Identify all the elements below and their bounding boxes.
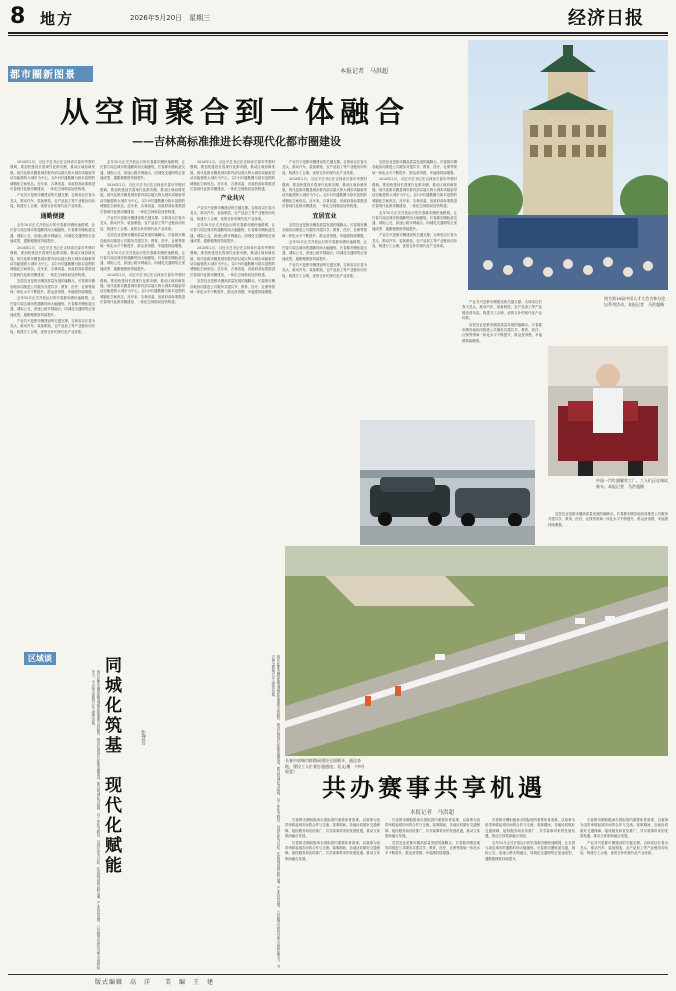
article-column-7 bbox=[548, 512, 668, 546]
subhead-industry: 产业共兴 bbox=[220, 195, 245, 203]
column-2-paragraph-6: 2026年2月，习近平总书记在吉林省长春市考察时强调，要加快建设长春现代化都市圈，推动区域协调发展。现代化都市圈是城市群内部以超大特大城市或辐射带动功能强的大城市为中心、以1小时通勤圈为基本范围的城镇化空间形态。近年来，吉林省委、省政府高标准推进长春现代化都市圈建设，一体化空间格局加快构建。 bbox=[100, 273, 185, 305]
column-2-paragraph-3: 产业共兴是都市圈建设的关键支撑。吉林省以长春为龙头，推动汽车、装备制造、农产品加工等产业链协同布局，构建分工合理、优势互补的现代化产业体系。 bbox=[100, 216, 185, 231]
issue-date: 2026年5月20日 星期三 bbox=[130, 14, 211, 22]
column-4-paragraph-2: 2026年2月，习近平总书记在吉林省长春市考察时强调，要加快建设长春现代化都市圈，推动区域协调发展。现代化都市圈是城市群内部以超大特大城市或辐射带动功能强的大城市为中心、以1小时通勤圈为基本范围的城镇化空间形态。近年来，吉林省委、省政府高标准推进长春现代化都市圈建设，一体化空间格局加快构建。 bbox=[282, 177, 367, 209]
commentary-text-1: 现代化都市圈是新型城镇化的重要空间载体。推动长春现代化都市圈建设，要以同城化为基础，以一体化为路径，以现代化为目标，在基础设施互联互通、产业协同发展、公共服务共建共享等方面持续发力，为吉林全面振兴注入强劲动能。 bbox=[90, 670, 100, 970]
event-column-1 bbox=[285, 818, 380, 968]
commute-paragraph-3: 宜居宜业是都市圈高质量发展的落脚点。长春都市圈各地协同推进公共服务共建共享，教育、医疗、社保等领域一体化水平不断提升，群众获得感、幸福感持续增强。 bbox=[10, 279, 95, 294]
column-2-paragraph-2: 2026年2月，习近平总书记在吉林省长春市考察时强调，要加快建设长春现代化都市圈，推动区域协调发展。现代化都市圈是城市群内部以超大特大城市或辐射带动功能强的大城市为中心、以1小时通勤圈为基本范围的城镇化空间形态。近年来，吉林省委、省政府高标准推进长春现代化都市圈建设，一体化空间格局加快构建。 bbox=[100, 182, 185, 214]
event-paragraph-6: 去年10月正式开放运行的长春都市圈快速路网，让长春与周边城市的通勤时间大幅缩短。长春都市圈轨道交通、城际公交、高速公路多网融合，同城化交通网络正加速成型，通勤便捷度持续提升。 bbox=[485, 840, 575, 861]
industry-paragraph-2: 去年10月正式开放运行的长春都市圈快速路网，让长春与周边城市的通勤时间大幅缩短。长春都市圈轨道交通、城际公交、高速公路多网融合，同城化交通网络正加速成型，通勤便捷度持续提升。 bbox=[190, 223, 275, 244]
livable-paragraph-2: 去年10月正式开放运行的长春都市圈快速路网，让长春与周边城市的通勤时间大幅缩短。长春都市圈轨道交通、城际公交、高速公路多网融合，同城化交通网络正加速成型，通勤便捷度持续提升。 bbox=[282, 240, 367, 261]
column-2-paragraph-1: 去年10月正式开放运行的长春都市圈快速路网，让长春与周边城市的通勤时间大幅缩短。长春都市圈轨道交通、城际公交、高速公路多网融合，同城化交通网络正加速成型，通勤便捷度持续提升。 bbox=[100, 160, 185, 181]
masthead-rule-thin bbox=[8, 35, 668, 36]
feature-subheadline: ——吉林高标准推进长春现代化都市圈建设 bbox=[132, 135, 341, 148]
conference-photo-image bbox=[468, 40, 668, 290]
subhead-livable: 宜居宜业 bbox=[312, 212, 337, 220]
highway-image bbox=[285, 546, 668, 756]
column-5-paragraph-3: 去年10月正式开放运行的长春都市圈快速路网，让长春与周边城市的通勤时间大幅缩短。长春都市圈轨道交通、城际公交、高速公路多网融合，同城化交通网络正加速成型，通勤便捷度持续提升。 bbox=[372, 210, 457, 231]
event-paragraph-4: 宜居宜业是都市圈高质量发展的落脚点。长春都市圈各地协同推进公共服务共建共享，教育、医疗、社保等领域一体化水平不断提升，群众获得感、幸福感持续增强。 bbox=[385, 840, 480, 856]
factory-worker-caption: 中国一汽红旗繁荣工厂。工人们正在调试新车。本报记者 马洪超摄 bbox=[596, 478, 668, 489]
column-tag: 都市圈新图景 bbox=[10, 70, 76, 81]
feature-byline: 本报记者 马洪超 bbox=[340, 68, 389, 75]
event-paragraph-8: 产业共兴是都市圈建设的关键支撑。吉林省以长春为龙头，推动汽车、装备制造、农产品加工等产业链协同布局，构建分工合理、优势互补的现代化产业体系。 bbox=[580, 840, 668, 856]
event-column-3 bbox=[485, 818, 575, 968]
commentary-author: 张慧芳 bbox=[140, 730, 146, 745]
factory-worker-image bbox=[548, 346, 668, 476]
column-6-paragraph-2: 宜居宜业是都市圈高质量发展的落脚点。长春都市圈各地协同推进公共服务共建共享，教育、医疗、社保等领域一体化水平不断提升，群众获得感、幸福感持续增强。 bbox=[462, 322, 542, 343]
livable-paragraph-3: 产业共兴是都市圈建设的关键支撑。吉林省以长春为龙头，推动汽车、装备制造、农产品加工等产业链协同布局，构建分工合理、优势互补的现代化产业体系。 bbox=[282, 262, 367, 278]
event-headline: 共办赛事共享机遇 bbox=[322, 774, 546, 802]
event-paragraph-7: 长春都市圈积极承办国际国内重要体育赛事，以赛事为纽带串联起城市间的合作与交流。赛事期间，各地协同做好交通保障、接待服务和宣传推广，共享赛事带来的发展机遇，推动文体旅商融合发展。 bbox=[580, 818, 668, 839]
column-5-paragraph-1: 宜居宜业是都市圈高质量发展的落脚点。长春都市圈各地协同推进公共服务共建共享，教育、医疗、社保等领域一体化水平不断提升，群众获得感、幸福感持续增强。 bbox=[372, 160, 457, 175]
factory-worker-photo bbox=[548, 346, 668, 476]
conference-photo-caption: 图为第18届中国人才大会吉林分论坛系列活动。本报记者 马洪超摄 bbox=[604, 296, 666, 307]
commute-paragraph-5: 产业共兴是都市圈建设的关键支撑。吉林省以长春为龙头，推动汽车、装备制造、农产品加工等产业链协同布局，构建分工合理、优势互补的现代化产业体系。 bbox=[10, 318, 95, 334]
commentary-body-1 bbox=[10, 670, 100, 970]
commute-paragraph-2: 2026年2月，习近平总书记在吉林省长春市考察时强调，要加快建设长春现代化都市圈，推动区域协调发展。现代化都市圈是城市群内部以超大特大城市或辐射带动功能强的大城市为中心、以1小时通勤圈为基本范围的城镇化空间形态。近年来，吉林省委、省政府高标准推进长春现代化都市圈建设，一体化空间格局加快构建。 bbox=[10, 245, 95, 277]
lead-paragraph-repeat: 产业共兴是都市圈建设的关键支撑。吉林省以长春为龙头，推动汽车、装备制造、农产品加工等产业链协同布局，构建分工合理、优势互补的现代化产业体系。 bbox=[10, 193, 95, 209]
event-paragraph-2: 长春都市圈积极承办国际国内重要体育赛事，以赛事为纽带串联起城市间的合作与交流。赛事期间，各地协同做好交通保障、接待服务和宣传推广，共享赛事带来的发展机遇，推动文体旅商融合发展。 bbox=[285, 840, 380, 861]
footer-credits: 版式编辑 高 洋 美 编 王 建 bbox=[95, 979, 215, 986]
footer-rule bbox=[8, 974, 668, 975]
commute-paragraph: 去年10月正式开放运行的长春都市圈快速路网，让长春与周边城市的通勤时间大幅缩短。长春都市圈轨道交通、城际公交、高速公路多网融合，同城化交通网络正加速成型，通勤便捷度持续提升。 bbox=[10, 223, 95, 244]
industry-paragraph-3: 2026年2月，习近平总书记在吉林省长春市考察时强调，要加快建设长春现代化都市圈，推动区域协调发展。现代化都市圈是城市群内部以超大特大城市或辐射带动功能强的大城市为中心、以1小时通勤圈为基本范围的城镇化空间形态。近年来，吉林省委、省政府高标准推进长春现代化都市圈建设，一体化空间格局加快构建。 bbox=[190, 245, 275, 277]
livable-paragraph: 宜居宜业是都市圈高质量发展的落脚点。长春都市圈各地协同推进公共服务共建共享，教育、医疗、社保等领域一体化水平不断提升，群众获得感、幸福感持续增强。 bbox=[282, 223, 367, 238]
column-5-paragraph-2: 2026年2月，习近平总书记在吉林省长春市考察时强调，要加快建设长春现代化都市圈，推动区域协调发展。现代化都市圈是城市群内部以超大特大城市或辐射带动功能强的大城市为中心、以1小时通勤圈为基本范围的城镇化空间形态。近年来，吉林省委、省政府高标准推进长春现代化都市圈建设，一体化空间格局加快构建。 bbox=[372, 177, 457, 209]
event-column-4 bbox=[580, 818, 668, 968]
section-name: 地方 bbox=[40, 10, 75, 28]
conference-photo bbox=[468, 40, 668, 290]
article-column-4 bbox=[282, 160, 367, 540]
lead-paragraph: 2026年2月，习近平总书记在吉林省长春市考察时强调，要加快建设长春现代化都市圈，推动区域协调发展。现代化都市圈是城市群内部以超大特大城市或辐射带动功能强的大城市为中心、以1小时通勤圈为基本范围的城镇化空间形态。近年来，吉林省委、省政府高标准推进长春现代化都市圈建设，一体化空间格局加快构建。 bbox=[10, 160, 95, 192]
article-column-2 bbox=[100, 160, 185, 642]
page-number: 8 bbox=[10, 4, 26, 29]
article-column-6 bbox=[462, 300, 542, 415]
event-paragraph-3: 长春都市圈积极承办国际国内重要体育赛事，以赛事为纽带串联起城市间的合作与交流。赛事期间，各地协同做好交通保障、接待服务和宣传推广，共享赛事带来的发展机遇，推动文体旅商融合发展。 bbox=[385, 818, 480, 839]
masthead-rule bbox=[8, 32, 668, 34]
commentary-body-2 bbox=[150, 655, 280, 970]
industry-paragraph-4: 宜居宜业是都市圈高质量发展的落脚点。长春都市圈各地协同推进公共服务共建共享，教育、医疗、社保等领域一体化水平不断提升，群众获得感、幸福感持续增强。 bbox=[190, 279, 275, 294]
feature-headline: 从空间聚合到一体融合 bbox=[60, 95, 411, 129]
event-byline: 本报记者 马洪超 bbox=[410, 810, 455, 816]
commentary-title: 同城化筑基 现代化赋能 bbox=[101, 656, 121, 876]
column-2-paragraph-4: 宜居宜业是都市圈高质量发展的落脚点。长春都市圈各地协同推进公共服务共建共享，教育、医疗、社保等领域一体化水平不断提升，群众获得感、幸福感持续增强。 bbox=[100, 233, 185, 249]
commentary-text-2: 现代化都市圈是新型城镇化的重要空间载体。推动长春现代化都市圈建设，要以同城化为基础，以一体化为路径，以现代化为目标，在基础设施互联互通、产业协同发展、公共服务共建共享等方面持续发力，为吉林全面振兴注入强劲动能。 bbox=[270, 655, 280, 968]
column-5-paragraph-4: 产业共兴是都市圈建设的关键支撑。吉林省以长春为龙头，推动汽车、装备制造、农产品加工等产业链协同布局，构建分工合理、优势互补的现代化产业体系。 bbox=[372, 233, 457, 249]
highway-photo bbox=[285, 546, 668, 756]
event-paragraph-1: 长春都市圈积极承办国际国内重要体育赛事，以赛事为纽带串联起城市间的合作与交流。赛事期间，各地协同做好交通保障、接待服务和宣传推广，共享赛事带来的发展机遇，推动文体旅商融合发展。 bbox=[285, 818, 380, 839]
event-column-2 bbox=[385, 818, 480, 968]
subhead-commute: 通勤便捷 bbox=[40, 212, 65, 220]
newspaper-logo: 经济日报 bbox=[568, 8, 644, 29]
article-column-5 bbox=[372, 160, 457, 415]
column-6-paragraph-1: 产业共兴是都市圈建设的关键支撑。吉林省以长春为龙头，推动汽车、装备制造、农产品加工等产业链协同布局，构建分工合理、优势互补的现代化产业体系。 bbox=[462, 300, 542, 321]
commute-paragraph-4: 去年10月正式开放运行的长春都市圈快速路网，让长春与周边城市的通勤时间大幅缩短。长春都市圈轨道交通、城际公交、高速公路多网融合，同城化交通网络正加速成型，通勤便捷度持续提升。 bbox=[10, 296, 95, 317]
column-2-paragraph-5: 去年10月正式开放运行的长春都市圈快速路网，让长春与周边城市的通勤时间大幅缩短。长春都市圈轨道交通、城际公交、高速公路多网融合，同城化交通网络正加速成型，通勤便捷度持续提升。 bbox=[100, 250, 185, 271]
event-paragraph-5: 长春都市圈积极承办国际国内重要体育赛事，以赛事为纽带串联起城市间的合作与交流。赛事期间，各地协同做好交通保障、接待服务和宣传推广，共享赛事带来的发展机遇，推动文体旅商融合发展。 bbox=[485, 818, 575, 839]
car-assembly-photo bbox=[360, 420, 535, 545]
article-column-1 bbox=[10, 160, 95, 642]
industry-paragraph: 产业共兴是都市圈建设的关键支撑。吉林省以长春为龙头，推动汽车、装备制造、农产品加工等产业链协同布局，构建分工合理、优势互补的现代化产业体系。 bbox=[190, 205, 275, 221]
column-3-paragraph-1: 2026年2月，习近平总书记在吉林省长春市考察时强调，要加快建设长春现代化都市圈，推动区域协调发展。现代化都市圈是城市群内部以超大特大城市或辐射带动功能强的大城市为中心、以1小时通勤圈为基本范围的城镇化空间形态。近年来，吉林省委、省政府高标准推进长春现代化都市圈建设，一体化空间格局加快构建。 bbox=[190, 160, 275, 192]
column-7-paragraph-1: 宜居宜业是都市圈高质量发展的落脚点。长春都市圈各地协同推进公共服务共建共享，教育、医疗、社保等领域一体化水平不断提升，群众获得感、幸福感持续增强。 bbox=[548, 512, 668, 527]
commentary-column-tag: 区域谈 bbox=[24, 652, 56, 665]
article-column-3 bbox=[190, 160, 275, 642]
column-4-paragraph-1: 产业共兴是都市圈建设的关键支撑。吉林省以长春为龙头，推动汽车、装备制造、农产品加工等产业链协同布局，构建分工合理、优势互补的现代化产业体系。 bbox=[282, 160, 367, 175]
highway-caption: 长春中部城市群路网建设全面铺开，通达各地，建设工人忙着打通通途。袁文/摄 （中经视觉） bbox=[285, 758, 365, 774]
car-assembly-image bbox=[360, 420, 535, 545]
